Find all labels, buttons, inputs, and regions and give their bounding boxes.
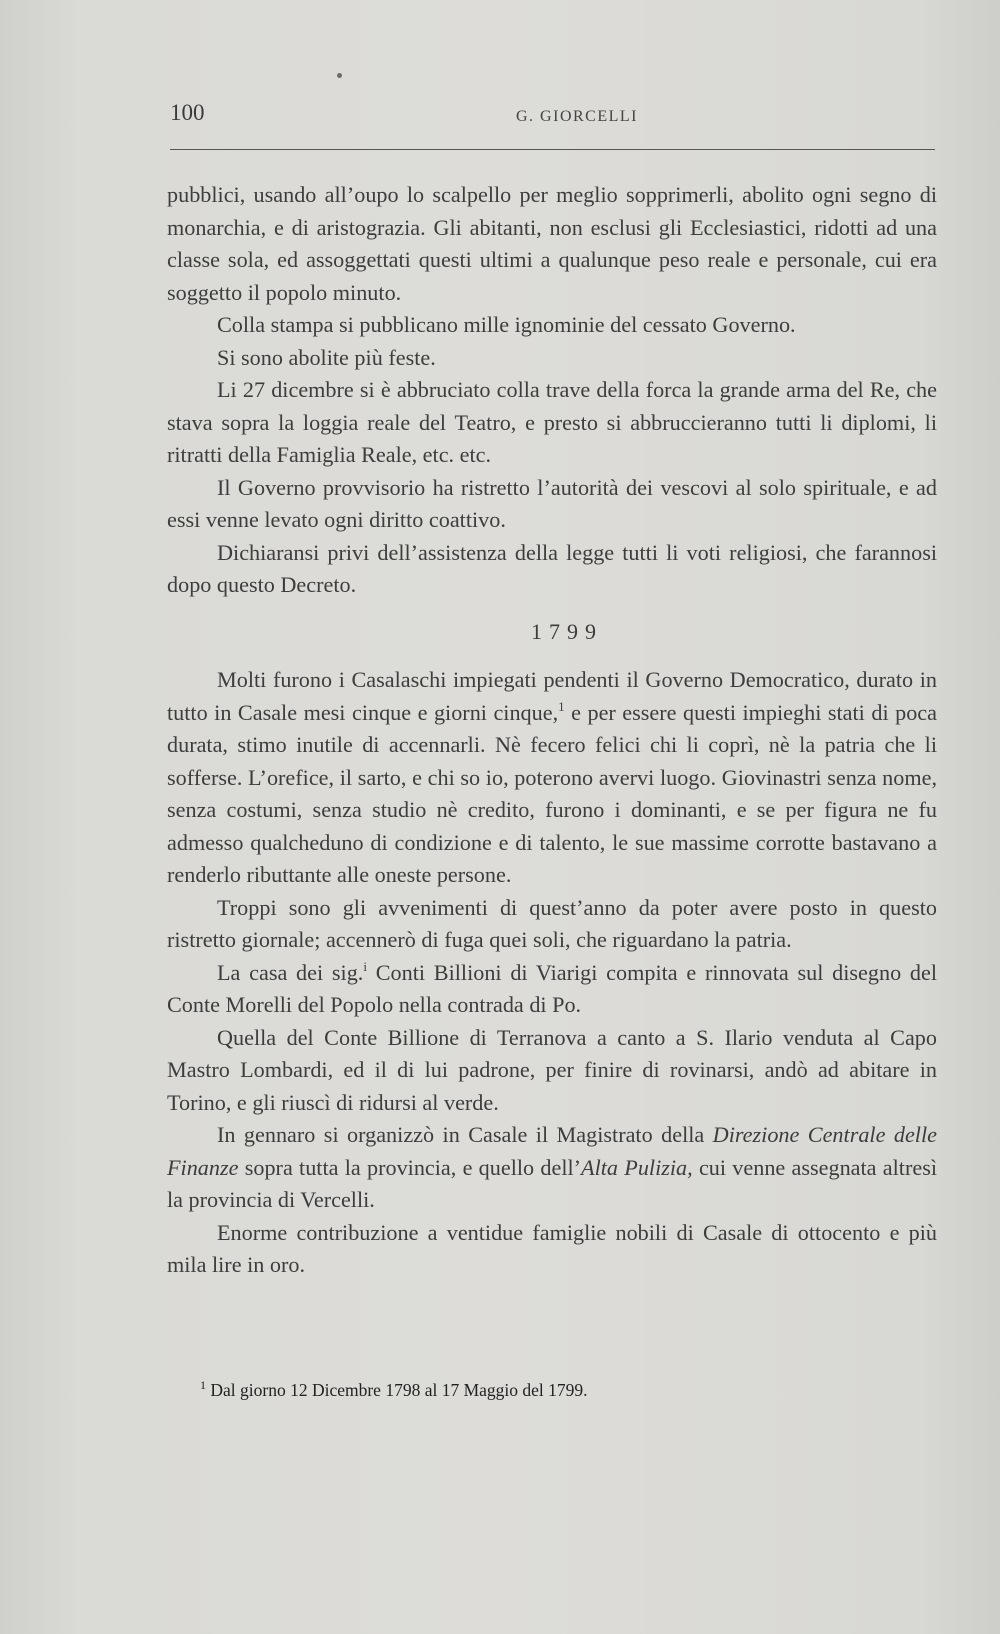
italic-term: Direzione Centrale delle Finanze bbox=[167, 1122, 937, 1180]
paragraph-text: sopra tutta la provincia, e quello dell’ bbox=[238, 1154, 582, 1180]
page-header bbox=[170, 100, 935, 140]
paragraph-text: La casa dei sig. bbox=[217, 959, 364, 985]
ink-speck bbox=[337, 73, 342, 78]
page-number: 100 bbox=[170, 100, 205, 125]
paragraph-text: In gennaro si organizzò in Casale il Magistrato della bbox=[217, 1122, 713, 1147]
header-rule bbox=[170, 149, 935, 150]
footnote-reference: 1 bbox=[558, 698, 565, 714]
paragraph-text: cui venne assegnata altresì la provincia di Vercelli. bbox=[167, 1154, 937, 1212]
paragraph: Enorme contribuzione a ventidue famiglie nobili di Casale di ottocento e più mila lire in oro. bbox=[167, 1219, 937, 1277]
paragraph: Li 27 dicembre si è abbruciato colla trave della forca la grande arma del Re, che stava sopra la loggia reale del Teatro, e presto si abbruccieranno tutti li diplomi, li ritratti della Famiglia Reale, etc. etc. bbox=[167, 377, 937, 467]
paragraph: Troppi sono gli avvenimenti di quest’anno da poter avere posto in questo ristretto giornale; accennerò di fuga quei soli, che riguardano la patria. bbox=[167, 894, 937, 952]
footnote bbox=[200, 1380, 900, 1401]
year-heading: 1799 bbox=[531, 618, 603, 644]
body-text bbox=[167, 179, 937, 1282]
superscript-abbrev: i bbox=[363, 958, 367, 974]
paragraph bbox=[167, 664, 937, 892]
paragraph-text: Conti Billioni di Viarigi compita e rinnovata sul disegno del Conte Morelli del Popolo nella contrada di Po. bbox=[167, 959, 938, 1017]
paragraph: Quella del Conte Billione di Terranova a canto a S. Ilario venduta al Capo Mastro Lombardi, ed il di lui padrone, per finire di rovinarsi, andò ad abitare in Torino, e gli riuscì di ridursi al verde. bbox=[167, 1024, 937, 1115]
paragraph bbox=[167, 1119, 937, 1217]
footnote-text: Dal giorno 12 Dicembre 1798 al 17 Maggio del 1799. bbox=[206, 1380, 588, 1400]
italic-term: Alta Pulizia, bbox=[581, 1154, 693, 1180]
paragraph: Si sono abolite più feste. bbox=[217, 344, 436, 370]
paragraph: Colla stampa si pubblicano mille ignominie del cessato Governo. bbox=[217, 312, 796, 337]
footnote-mark: 1 bbox=[200, 1378, 206, 1392]
paragraph bbox=[167, 957, 937, 1022]
paragraph: pubblici, usando all’oupo lo scalpello per meglio sopprimerli, abolito ogni segno di monarchia, e di aristograzia. Gli abitanti, non esclusi gli Ecclesiastici, ridotti ad una classe sola, ed assoggettati questi ultimi a qualunque peso reale e personale, cui era soggetto il popolo minuto. bbox=[167, 182, 937, 305]
paragraph-text: e per essere questi impieghi stati di poca durata, stimo inutile di accennarli. Nè fecero felici chi li coprì, nè la patria che li sofferse. L’orefice, il sarto, e chi so io, poterono avervi luogo. Giovinastri senza nome, senza costumi, senza studio nè credito, furono i dominanti, e se per figura ne fu admesso qualcheduno di condizione e di talento, le sue massime corrotte bastavano a renderlo ributtante alle oneste persone. bbox=[167, 699, 937, 887]
paragraph: Il Governo provvisorio ha ristretto l’autorità dei vescovi al solo spirituale, e ad essi venne levato ogni diritto coattivo. bbox=[167, 474, 937, 532]
running-head: G. GIORCELLI bbox=[516, 108, 638, 125]
paragraph-text: Molti furono i Casalaschi impiegati pendenti il Governo Democratico, durato in tutto in Casale mesi cinque e giorni cinque, bbox=[167, 667, 937, 725]
paragraph: Dichiaransi privi dell’assistenza della legge tutti li voti religiosi, che farannosi dopo questo Decreto. bbox=[167, 539, 937, 597]
